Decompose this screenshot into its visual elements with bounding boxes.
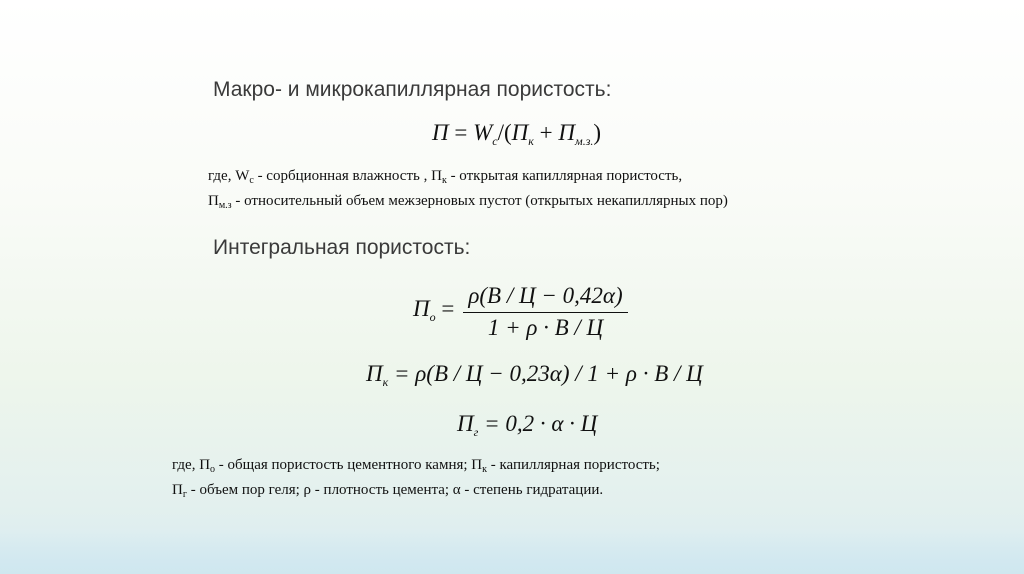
note1-line1: где, $W_c$ - сорбционная влажность , $П_к$ - открытая капиллярная пористость, — [208, 168, 683, 186]
formula-pk: $П_к$ — [511, 120, 534, 148]
note-definitions-2 — [172, 455, 660, 505]
formula2-lhs: $П_о$ — [413, 296, 436, 324]
formula2-denominator: 1 + ρ · В / Ц — [487, 315, 604, 341]
formula2-eq: = — [441, 296, 455, 321]
note-definitions-1 — [208, 166, 728, 216]
formula2-fraction — [463, 283, 628, 341]
formula-plus: + — [539, 120, 553, 145]
formula-wc: $W_c$ — [473, 120, 498, 148]
formula2-numerator: ρ(В / Ц − 0,42α) — [468, 283, 623, 308]
bottom-gradient-band — [0, 530, 1024, 574]
note1-line2: $П_{м.з}$ - относительный объем межзерновых пустот (открытых некапиллярных пор) — [208, 193, 728, 211]
formula-close: ) — [593, 120, 602, 145]
heading-macro-micro-porosity: Макро- и микрокапиллярная пористость: — [213, 78, 612, 101]
formula4-lhs: $П_г$ — [457, 411, 479, 439]
formula3-lhs: $П_к$ — [366, 361, 389, 389]
heading-integral-porosity: Интегральная пористость: — [213, 236, 471, 259]
formula4-rhs: = 0,2 · α · Ц — [484, 411, 598, 436]
formula-div: /( — [497, 120, 512, 145]
note2-line2: $П_г$ - объем пор геля; ρ - плотность цемента; α - степень гидратации. — [172, 482, 604, 500]
formula-gel-porosity — [457, 411, 597, 440]
formula-eq: = — [454, 120, 468, 145]
formula3-rhs: = ρ(В / Ц − 0,23α) / 1 + ρ · В / Ц — [394, 361, 703, 386]
note2-line1: где, $П_о$ - общая пористость цементного камня; $П_к$ - капиллярная пористость; — [172, 457, 660, 475]
formula-pmz: $П_{м.з.}$ — [558, 120, 594, 148]
formula-capillary-porosity — [366, 361, 703, 390]
fraction-bar — [463, 312, 628, 313]
formula-lhs: П — [432, 120, 449, 145]
formula-porosity — [432, 120, 601, 149]
formula-total-porosity — [413, 296, 454, 325]
